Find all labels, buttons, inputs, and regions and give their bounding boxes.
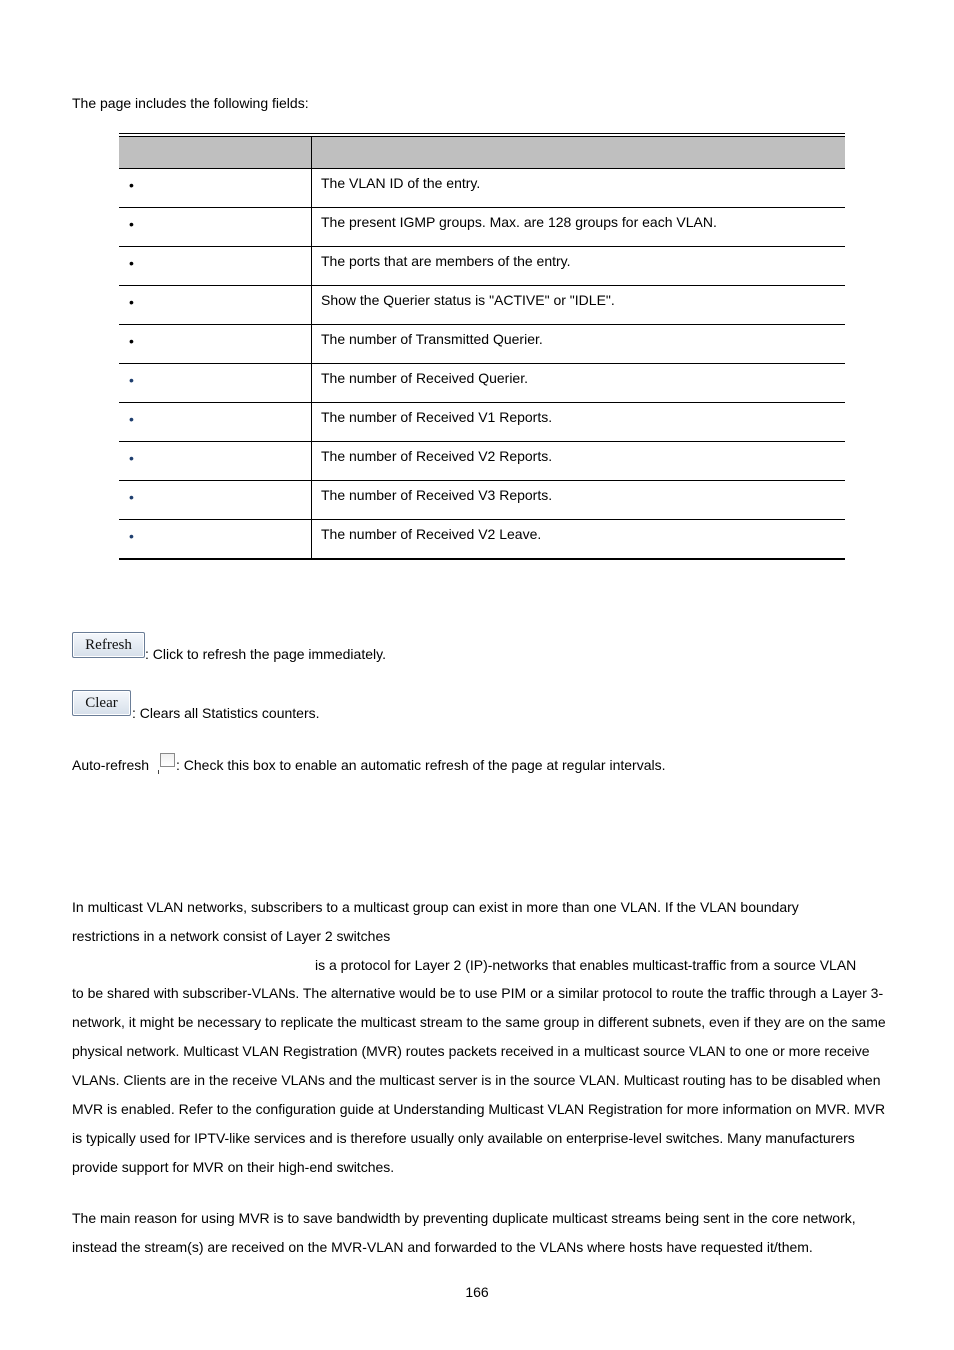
auto-refresh-description: : Check this box to enable an automatic refresh of the page at regular intervals. — [176, 757, 666, 773]
bullet-icon: • — [129, 489, 134, 505]
object-cell — [119, 442, 312, 480]
table-row — [119, 520, 845, 560]
page-number: 166 — [465, 1284, 489, 1300]
header-cell-object — [119, 137, 312, 168]
object-cell — [119, 364, 312, 402]
description-cell: Show the Querier status is "ACTIVE" or "IDLE". — [321, 292, 615, 308]
description-cell: The number of Received V1 Reports. — [321, 409, 553, 425]
table-row — [119, 208, 845, 247]
mvr-line-1: In multicast VLAN networks, subscribers to a multicast group can exist in more than one VLAN. If the VLAN boundary — [72, 899, 799, 915]
bullet-icon: • — [129, 450, 134, 466]
table-row — [119, 403, 845, 442]
object-cell — [119, 481, 312, 519]
description-cell: The number of Transmitted Querier. — [321, 331, 543, 347]
object-cell — [119, 520, 312, 558]
object-cell — [119, 247, 312, 285]
fields-table — [119, 133, 845, 560]
object-cell — [119, 169, 312, 207]
bullet-icon: • — [129, 216, 134, 232]
bullet-icon: • — [129, 255, 134, 271]
bullet-icon: • — [129, 177, 134, 193]
mvr-line-2: restrictions in a network consist of Layer 2 switches — [72, 928, 391, 944]
table-row — [119, 325, 845, 364]
clear-description: : Clears all Statistics counters. — [132, 705, 320, 721]
bullet-icon: • — [129, 333, 134, 349]
refresh-description: : Click to refresh the page immediately. — [145, 646, 386, 662]
description-cell: The present IGMP groups. Max. are 128 groups for each VLAN. — [321, 214, 717, 230]
intro-text: The page includes the following fields: — [72, 95, 309, 111]
table-top-rule — [119, 133, 845, 134]
table-row — [119, 481, 845, 520]
bullet-icon: • — [129, 294, 134, 310]
table-body — [119, 169, 845, 560]
description-cell: The VLAN ID of the entry. — [321, 175, 481, 191]
bullet-icon: • — [129, 411, 134, 427]
description-cell: The number of Received V3 Reports. — [321, 487, 553, 503]
refresh-button[interactable]: Refresh — [72, 632, 145, 658]
table-header — [119, 137, 845, 169]
table-row — [119, 286, 845, 325]
description-cell: The number of Received Querier. — [321, 370, 528, 386]
clear-button[interactable]: Clear — [72, 690, 131, 716]
description-cell: The number of Received V2 Reports. — [321, 448, 553, 464]
object-cell — [119, 286, 312, 324]
mvr-paragraph-rest: to be shared with subscriber-VLANs. The alternative would be to use PIM or a similar protocol to route the traffic through a Layer 3- network, it might be necessary to replicate the multicast stream to the same group in different subnets, even if they are on the same physical network. Multicast VLAN Registration (MVR) routes packets received in a multicast source VLAN to one or more receive VLANs. Clients are in the receive VLANs and the multicast server is in the source VLAN. Multicast routing has to be disabled when MVR is enabled. Refer to the configuration guide at Understanding Multicast VLAN Registration for more information on MVR. MVR is typically used for IPTV-like services and is therefore usually only available on enterprise-level switches. Many manufacturers provide support for MVR on their high-end switches. — [72, 985, 886, 1175]
table-row — [119, 442, 845, 481]
object-cell — [119, 403, 312, 441]
checkbox-tick-mark — [158, 770, 159, 774]
mvr-paragraph-2: The main reason for using MVR is to save bandwidth by preventing duplicate multicast streams being sent in the core network, instead the stream(s) are received on the MVR-VLAN and forwarded to the VLANs where hosts have requested it/them. — [72, 1210, 856, 1255]
object-cell — [119, 325, 312, 363]
mvr-line-3: is a protocol for Layer 2 (IP)-networks that enables multicast-traffic from a source VLAN — [315, 957, 857, 973]
object-cell — [119, 208, 312, 246]
bullet-icon: • — [129, 372, 134, 388]
description-cell: The ports that are members of the entry. — [321, 253, 571, 269]
table-row — [119, 247, 845, 286]
bullet-icon: • — [129, 528, 134, 544]
description-cell: The number of Received V2 Leave. — [321, 526, 542, 542]
auto-refresh-checkbox[interactable] — [160, 753, 175, 767]
table-row — [119, 364, 845, 403]
auto-refresh-label: Auto-refresh — [72, 757, 150, 773]
table-row — [119, 169, 845, 208]
